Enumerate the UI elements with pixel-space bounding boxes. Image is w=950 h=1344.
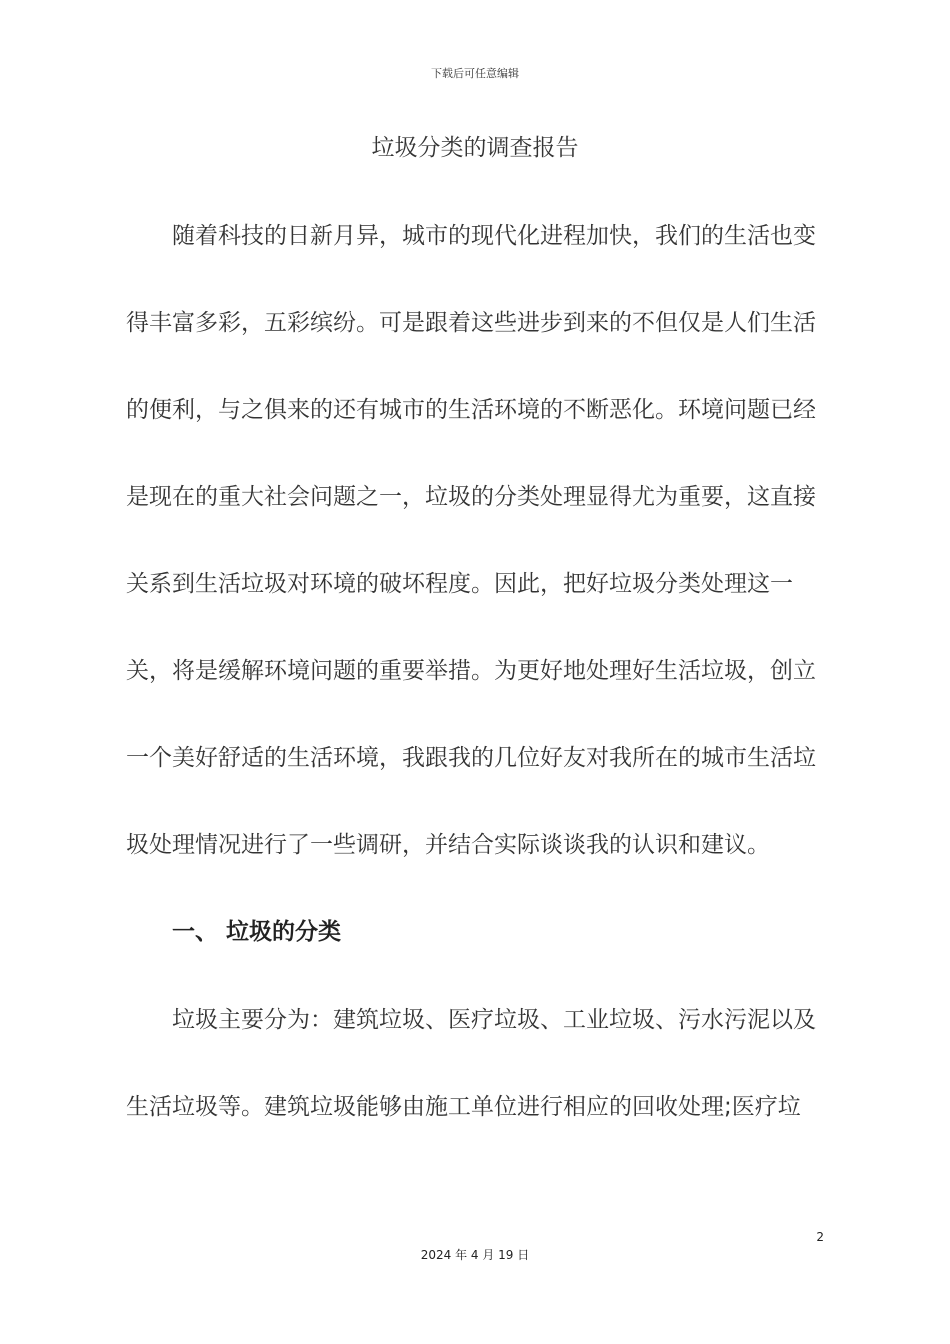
paragraph-line: 关，将是缓解环境问题的重要举措。为更好地处理好生活垃圾，创立 (126, 658, 816, 684)
page-number: 2 (816, 1230, 824, 1244)
section-heading (172, 910, 341, 954)
paragraph-line: 一个美好舒适的生活环境，我跟我的几位好友对我所在的城市生活垃 (126, 745, 816, 771)
section-number: 一、 (172, 919, 218, 945)
paragraph-line: 生活垃圾等。建筑垃圾能够由施工单位进行相应的回收处理;医疗垃 (126, 1094, 801, 1120)
paragraph-intro (126, 193, 826, 889)
paragraph-line: 关系到生活垃圾对环境的破坏程度。因此，把好垃圾分类处理这一 (126, 571, 793, 597)
paragraph-line: 得丰富多彩，五彩缤纷。可是跟着这些进步到来的不但仅是人们生活 (126, 310, 816, 336)
paragraph-line: 是现在的重大社会问题之一，垃圾的分类处理显得尤为重要，这直接 (126, 484, 816, 510)
header-note: 下载后可任意编辑 (431, 67, 519, 80)
paragraph-line: 圾处理情况进行了一些调研，并结合实际谈谈我的认识和建议。 (126, 832, 770, 858)
footer-date: 2024 年 4 月 19 日 (420, 1248, 530, 1262)
paragraph-line: 垃圾主要分为：建筑垃圾、医疗垃圾、工业垃圾、污水污泥以及 (172, 1007, 816, 1033)
paragraph-classification (126, 977, 826, 1151)
paragraph-line: 的便利，与之俱来的还有城市的生活环境的不断恶化。环境问题已经 (126, 397, 816, 423)
section-title: 垃圾的分类 (226, 919, 341, 945)
paragraph-line: 随着科技的日新月异，城市的现代化进程加快，我们的生活也变 (172, 223, 816, 249)
document-title: 垃圾分类的调查报告 (371, 135, 579, 161)
